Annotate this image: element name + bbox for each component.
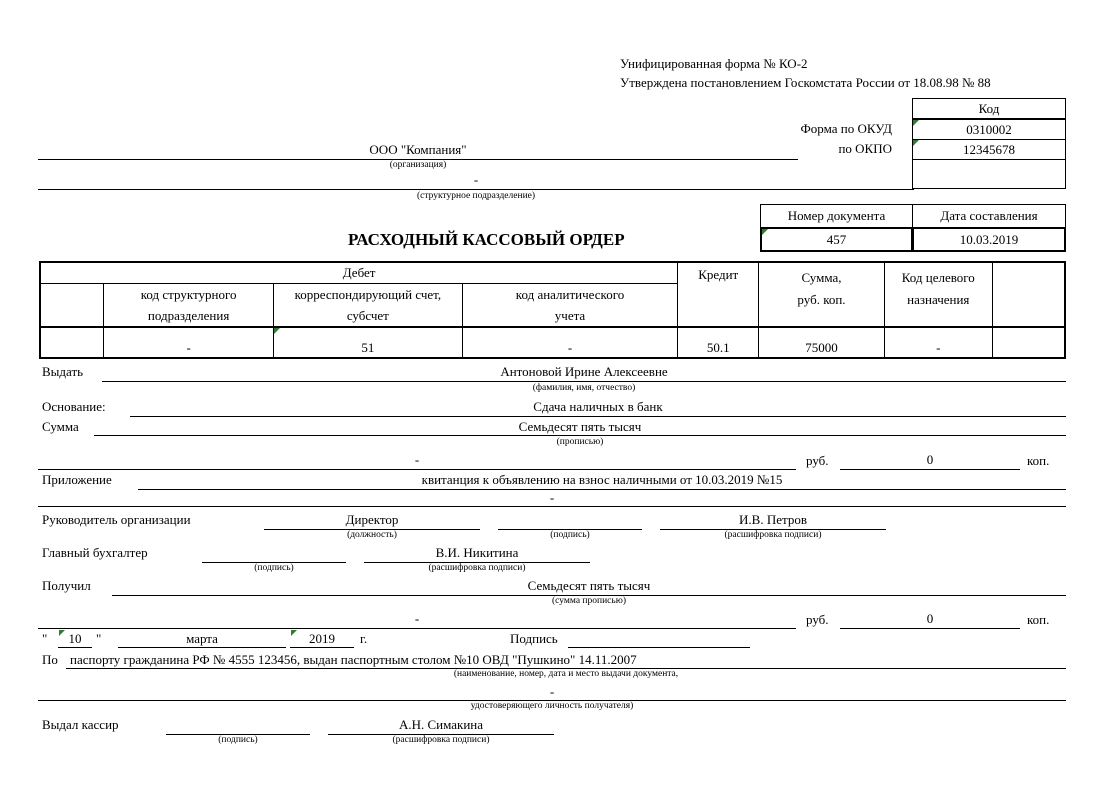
code-header-text: Код	[978, 101, 1000, 116]
received-label: Получил	[42, 578, 91, 593]
date-month-line	[118, 647, 286, 648]
row-col0[interactable]	[40, 327, 104, 358]
cashier-name-caption: (расшифровка подписи)	[392, 735, 490, 745]
accountant-name-caption: (расшифровка подписи)	[428, 563, 526, 573]
issue-line	[102, 381, 1066, 382]
amount-value[interactable]: Семьдесят пять тысяч	[518, 419, 642, 434]
accountant-label: Главный бухгалтер	[42, 545, 148, 560]
debit-header: Дебет	[40, 262, 678, 283]
cell-marker-icon	[59, 630, 65, 636]
struct-header-line2: подразделения	[147, 307, 230, 323]
row-sum[interactable]: 75000	[759, 327, 885, 358]
row-credit[interactable]: 50.1	[678, 327, 759, 358]
cell-marker-icon	[291, 630, 297, 636]
id-doc-value[interactable]: паспорту гражданина РФ № 4555 123456, выдан паспортным столом №10 ОВД "Пушкино" 14.11.2007	[70, 652, 637, 667]
okud-label: Форма по ОКУД	[800, 121, 892, 136]
head-name-caption: (расшифровка подписи)	[724, 530, 822, 540]
amount-line2-value[interactable]: -	[414, 452, 420, 467]
accountant-signature-caption: (подпись)	[254, 563, 294, 573]
received-kop-line	[840, 628, 1020, 629]
head-position-caption: (должность)	[347, 530, 397, 540]
head-signature-caption: (подпись)	[550, 530, 590, 540]
okpo-label: по ОКПО	[838, 141, 892, 156]
doc-number-label-text: Номер документа	[787, 208, 886, 223]
recipient-signature-line[interactable]	[568, 647, 750, 648]
received-kop-label: коп.	[1027, 612, 1050, 627]
doc-date-label	[912, 204, 1066, 228]
date-year[interactable]: 2019	[309, 631, 335, 646]
extra-code-cell[interactable]	[912, 159, 1066, 189]
basis-line	[130, 416, 1066, 417]
head-label: Руководитель организации	[42, 512, 191, 527]
date-quote-close: "	[96, 631, 102, 646]
anal-header	[462, 283, 678, 327]
cashier-signature-caption: (подпись)	[218, 735, 258, 745]
blank-header	[992, 262, 1065, 327]
id-doc-caption2: удостоверяющего личность получателя)	[470, 701, 634, 711]
amount-caption: (прописью)	[556, 437, 604, 447]
approved-line: Утверждена постановлением Госкомстата России от 18.08.98 № 88	[620, 75, 991, 90]
sum-header	[759, 262, 885, 327]
signature-label: Подпись	[510, 631, 558, 646]
amount-kop-value[interactable]: 0	[926, 452, 934, 467]
okud-value: 0310002	[966, 122, 1012, 137]
cashier-label: Выдал кассир	[42, 717, 119, 732]
cashier-name[interactable]: А.Н. Симакина	[398, 717, 484, 732]
cell-marker-icon	[762, 229, 768, 235]
struct-header	[104, 283, 274, 327]
anal-header-line1: код аналитического	[515, 286, 625, 302]
issue-value[interactable]: Антоновой Ирине Алексеевне	[500, 364, 668, 379]
attachment-line2-value[interactable]: -	[549, 490, 555, 505]
credit-header: Кредит	[678, 262, 759, 327]
corr-header	[273, 283, 462, 327]
okpo-value-cell[interactable]	[912, 139, 1066, 160]
head-position[interactable]: Директор	[345, 512, 399, 527]
corr-header-line1: корреспондирующий счет,	[294, 286, 442, 302]
attachment-value[interactable]: квитанция к объявлению на взнос наличными от 10.03.2019 №15	[421, 472, 783, 487]
division-value: -	[473, 172, 479, 187]
doc-date-value: 10.03.2019	[959, 232, 1019, 247]
basis-value[interactable]: Сдача наличных в банк	[533, 399, 663, 414]
doc-number-label	[760, 204, 913, 228]
attachment-label: Приложение	[42, 472, 112, 487]
received-line2-value[interactable]: -	[414, 611, 420, 626]
received-caption: (сумма прописью)	[552, 596, 626, 606]
row-corr-value: 51	[361, 339, 375, 355]
row-corr[interactable]	[273, 327, 462, 358]
issue-label: Выдать	[42, 364, 84, 379]
accounts-table	[39, 261, 1066, 359]
doc-date-label-text: Дата составления	[940, 208, 1038, 223]
date-year-suffix: г.	[360, 631, 368, 646]
date-year-line	[290, 647, 354, 648]
row-struct[interactable]: -	[104, 327, 274, 358]
row-last[interactable]	[992, 327, 1065, 358]
row-purpose[interactable]: -	[884, 327, 992, 358]
table-row	[40, 327, 1065, 358]
amount-kop-label: коп.	[1027, 453, 1050, 468]
received-rub-label: руб.	[806, 612, 829, 627]
amount-kop-line	[840, 469, 1020, 470]
date-quote-open: "	[42, 631, 48, 646]
date-day[interactable]: 10	[68, 631, 82, 646]
corr-header-line2: субсчет	[346, 307, 389, 323]
head-name[interactable]: И.В. Петров	[739, 512, 807, 527]
amount-rub-label: руб.	[806, 453, 829, 468]
id-doc-caption1: (наименование, номер, дата и место выдачи документа,	[453, 669, 679, 679]
form-line: Унифицированная форма № КО-2	[620, 56, 808, 71]
doc-number-value: 457	[826, 232, 847, 247]
date-month[interactable]: марта	[186, 631, 218, 646]
struct-header-line1: код структурного	[140, 286, 237, 302]
organization-caption: (организация)	[389, 160, 447, 170]
okpo-value: 12345678	[963, 142, 1015, 157]
cell-marker-icon	[274, 328, 280, 334]
cell-marker-icon	[913, 140, 919, 146]
doc-date-cell[interactable]	[912, 227, 1066, 252]
issue-caption: (фамилия, имя, отчество)	[532, 383, 636, 393]
amount-label: Сумма	[42, 419, 79, 434]
row-anal[interactable]: -	[462, 327, 678, 358]
sum-header-line2: руб. коп.	[797, 292, 846, 307]
id-doc-label: По	[42, 652, 58, 667]
organization-name: ООО "Компания"	[369, 142, 467, 157]
table-header-row	[40, 262, 1065, 283]
sum-header-line1: Сумма,	[801, 270, 842, 285]
received-line2	[38, 628, 796, 629]
received-value[interactable]: Семьдесят пять тысяч	[527, 578, 651, 593]
purpose-header-line2: назначения	[907, 292, 970, 307]
okud-value-cell[interactable]	[912, 119, 1066, 140]
purpose-header-line1: Код целевого	[901, 270, 975, 285]
received-kop-value[interactable]: 0	[926, 611, 934, 626]
document-title: РАСХОДНЫЙ КАССОВЫЙ ОРДЕР	[348, 230, 625, 249]
blank-subheader	[40, 283, 104, 327]
anal-header-line2: учета	[554, 307, 586, 323]
division-caption: (структурное подразделение)	[416, 191, 536, 201]
code-header	[912, 98, 1066, 119]
accountant-name[interactable]: В.И. Никитина	[435, 545, 519, 560]
division-line	[38, 189, 914, 190]
doc-number-cell[interactable]	[760, 227, 913, 252]
date-day-line	[58, 647, 92, 648]
attachment-line2	[38, 506, 1066, 507]
amount-line2	[38, 469, 796, 470]
amount-line	[94, 435, 1066, 436]
purpose-header	[884, 262, 992, 327]
id-doc-line2-value[interactable]: -	[549, 684, 555, 699]
cell-marker-icon	[913, 120, 919, 126]
basis-label: Основание:	[42, 399, 106, 414]
